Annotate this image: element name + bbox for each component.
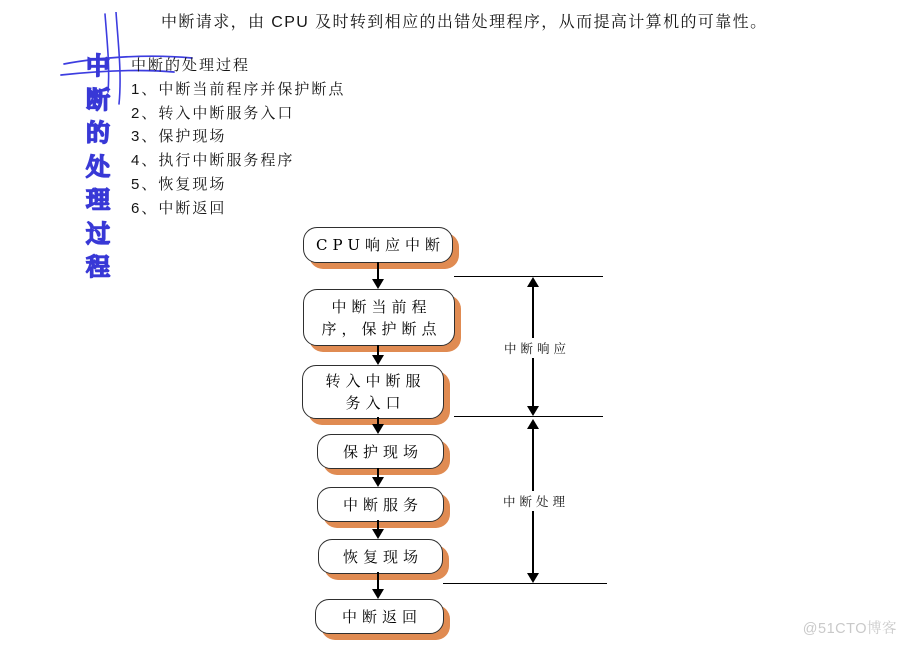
vertical-title-char: 断 [86, 86, 110, 114]
outline-item: 2、转入中断服务入口 [131, 104, 295, 122]
watermark: @51CTO博客 [802, 621, 897, 637]
vertical-title-char: 处 [86, 153, 110, 181]
flow-box-protect-scene [317, 434, 444, 469]
down-arrow-icon [372, 424, 384, 434]
outline-heading: 中断的处理过程 [131, 57, 251, 74]
flow-box-cpu-respond [303, 227, 453, 263]
flow-box-jump-to-service-entry [302, 365, 444, 419]
down-arrow-icon [372, 529, 384, 539]
flow-connector-line [377, 262, 379, 279]
down-arrow-icon [372, 477, 384, 487]
vertical-title-char: 中 [86, 53, 110, 80]
measure-label-interrupt-response: 中断响应 [502, 338, 572, 358]
down-arrow-icon [372, 355, 384, 365]
flow-connector-line [377, 572, 379, 590]
vertical-title-char: 过 [86, 220, 110, 248]
outline-item: 4、执行中断服务程序 [131, 152, 295, 170]
flow-box-interrupt-current-program [303, 289, 455, 346]
flow-box-label: 中断当前程 [331, 297, 432, 316]
down-arrow-icon [527, 573, 539, 583]
flow-box-label: 序，保护断点 [321, 319, 442, 338]
vertical-title-char: 理 [86, 187, 110, 214]
vertical-section-title [83, 50, 113, 285]
intro-sentence: 中断请求，由 CPU 及时转到相应的出错处理程序，从而提高计算机的可靠性。 [161, 14, 768, 31]
outline-item: 6、中断返回 [131, 199, 227, 217]
outline-item: 5、恢复现场 [131, 175, 227, 193]
flow-box-restore-scene [318, 539, 443, 574]
flow-box-label: 转入中断服 [325, 372, 426, 390]
flow-box-label: 中断返回 [341, 607, 422, 626]
vertical-title-char: 的 [86, 120, 110, 147]
flow-box-label: 中断服务 [342, 495, 423, 514]
down-arrow-icon [372, 279, 384, 289]
outline-item: 3、保护现场 [131, 128, 227, 146]
process-outline-list [131, 54, 345, 221]
flow-box-interrupt-service [317, 487, 444, 522]
flow-box-interrupt-return [315, 599, 444, 634]
flow-box-label: CPU响应中断 [316, 236, 445, 254]
measure-boundary-line [454, 416, 603, 417]
outline-item: 1、中断当前程序并保护断点 [131, 80, 346, 98]
vertical-title-char: 程 [86, 254, 110, 281]
down-arrow-icon [372, 589, 384, 599]
down-arrow-icon [527, 406, 539, 416]
flow-box-label: 恢复现场 [342, 547, 423, 566]
measure-label-interrupt-handling: 中断处理 [501, 491, 571, 511]
flow-box-label: 保护现场 [342, 442, 423, 461]
measure-boundary-line [443, 583, 607, 584]
flow-box-label: 务入口 [345, 394, 406, 412]
